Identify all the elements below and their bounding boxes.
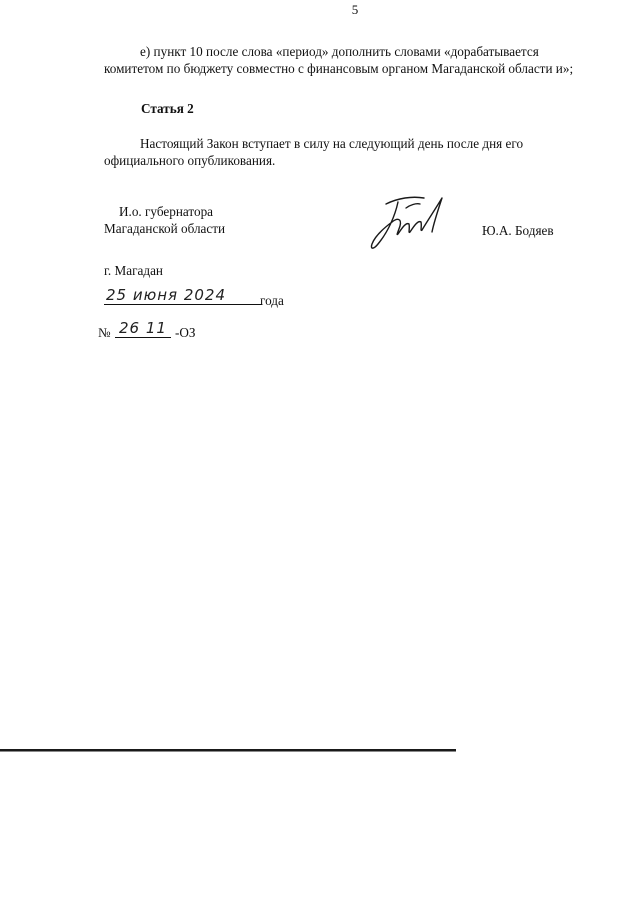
handwritten-law-number: 26 11	[115, 319, 171, 338]
signer-title-line1: И.о. губернатора	[119, 204, 214, 219]
signer-title-line2: Магаданской области	[104, 221, 226, 236]
article-continuation: официального опубликования.	[104, 153, 276, 168]
footer-divider	[0, 749, 456, 752]
number-sign: №	[98, 325, 111, 340]
article-first-line: Настоящий Закон вступает в силу на следующий день после дня его	[140, 136, 524, 151]
article-heading: Статья 2	[141, 101, 194, 116]
handwritten-date: 25 июня 2024	[104, 286, 262, 305]
amendment-paragraph	[104, 43, 608, 77]
amendment-first-line: е) пункт 10 после слова «период» дополнить словами «дорабатывается	[140, 44, 539, 59]
date-suffix: года	[260, 293, 284, 308]
law-number	[98, 319, 228, 344]
page-number: 5	[351, 2, 359, 17]
place-of-signing: г. Магадан	[104, 263, 163, 278]
handwritten-signature-icon	[364, 188, 452, 254]
amendment-continuation: комитетом по бюджету совместно с финансовым органом Магаданской области и»;	[104, 61, 574, 76]
signer-name: Ю.А. Бодяев	[482, 223, 554, 238]
law-number-suffix: -ОЗ	[175, 325, 196, 340]
article-paragraph	[104, 135, 608, 169]
